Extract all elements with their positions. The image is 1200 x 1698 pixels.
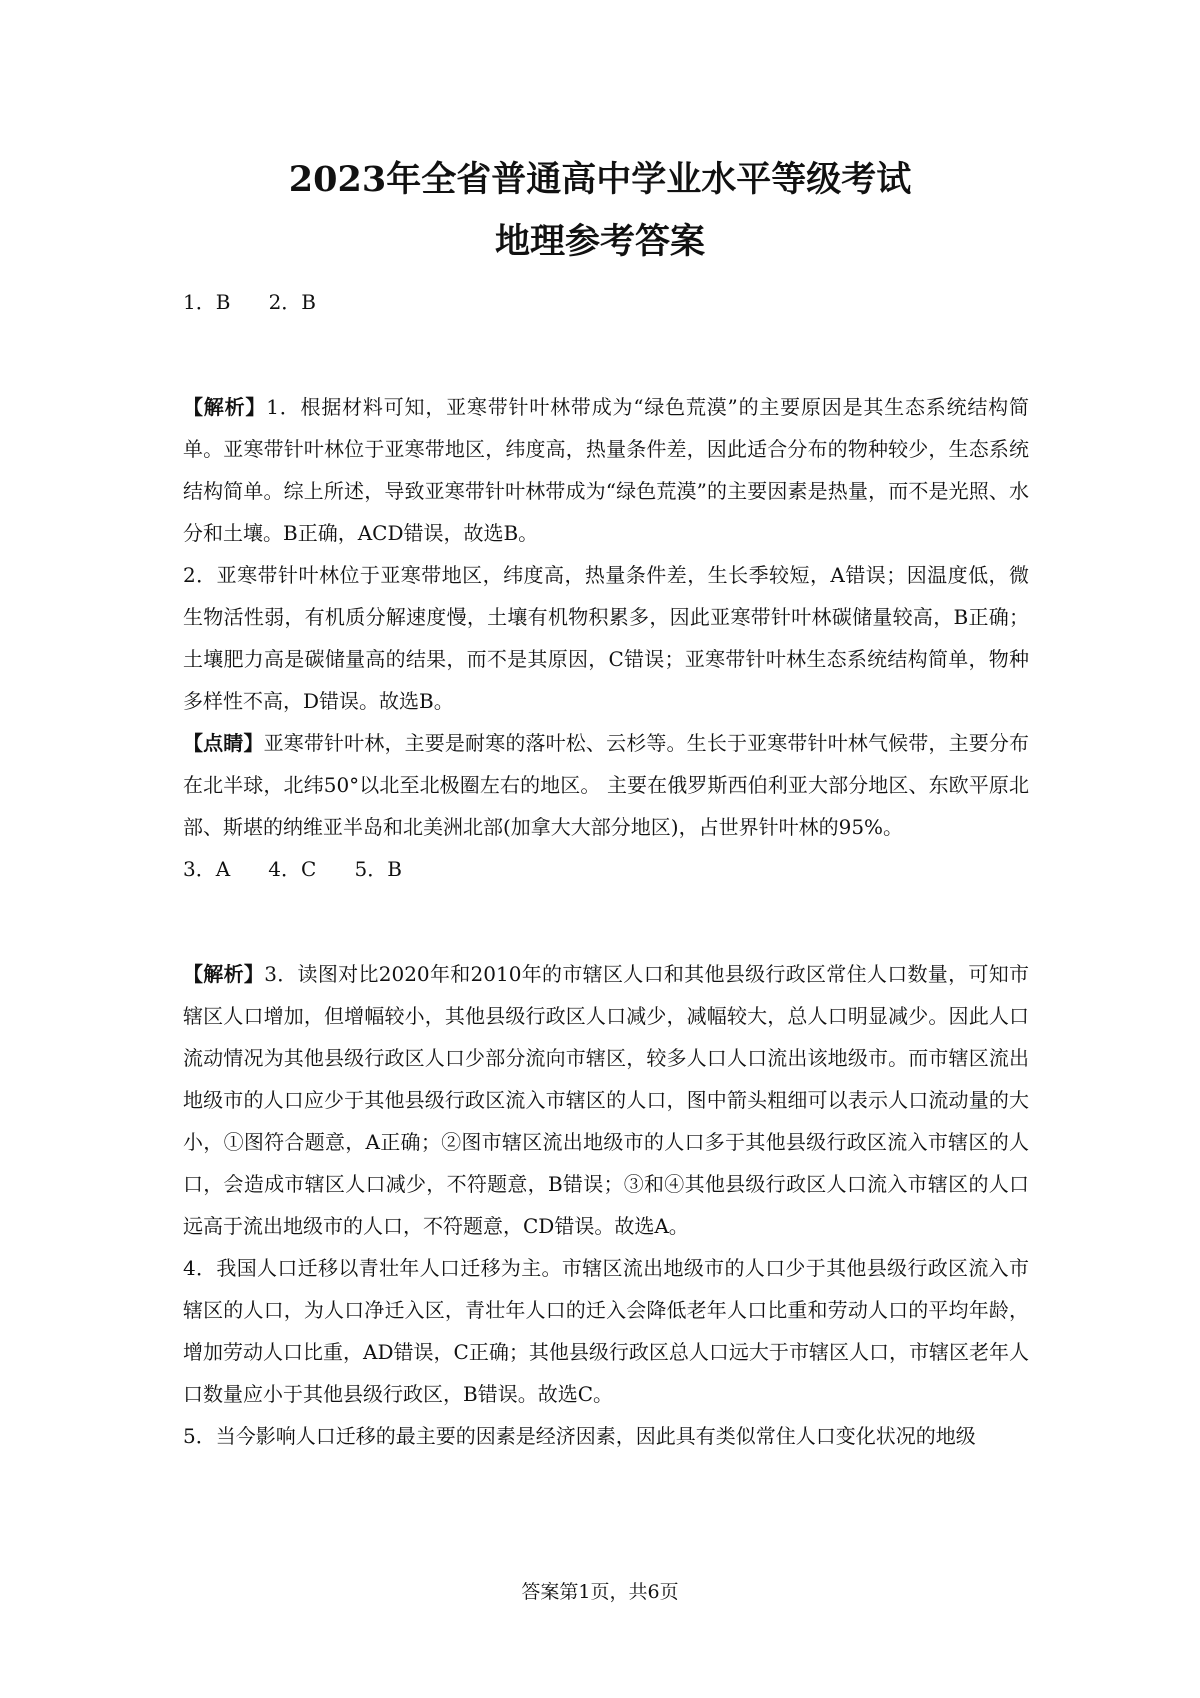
analysis-paragraph-1 bbox=[183, 386, 1029, 554]
highlight-text: 亚寒带针叶林，主要是耐寒的落叶松、云杉等。生长于亚寒带针叶林气候带，主要分布在北半球，北纬50°以北至北极圈左右的地区。 主要在俄罗斯西伯利亚大部分地区、东欧平原北部、斯堪的纳维亚半岛和北美洲北部(加拿大大部分地区)，占世界针叶林的95%。 bbox=[183, 731, 1030, 839]
document-subtitle: 地理参考答案 bbox=[494, 221, 705, 262]
analysis-paragraph-2: 2．亚寒带针叶林位于亚寒带地区，纬度高，热量条件差，生长季较短，A错误；因温度低，微生物活性弱，有机质分解速度慢，土壤有机物积累多，因此亚寒带针叶林碳储量较高，B正确；土壤肥力高是碳储量高的结果，而不是其原因，C错误；亚寒带针叶林生态系统结构简单，物种多样性不高，D错误。故选B。 bbox=[183, 563, 1029, 713]
analysis-paragraph-4: 4．我国人口迁移以青壮年人口迁移为主。市辖区流出地级市的人口少于其他县级行政区流入市辖区的人口，为人口净迁入区，青壮年人口的迁入会降低老年人口比重和劳动人口的平均年龄，增加劳动人口比重，AD错误，C正确；其他县级行政区总人口远大于市辖区人口，市辖区老年人口数量应小于其他县级行政区，B错误。故选C。 bbox=[183, 1256, 1029, 1406]
answer-line-3-5: 3．A 4．C 5．B bbox=[183, 857, 402, 881]
answer-content bbox=[183, 281, 1029, 1457]
page-footer: 答案第1页，共6页 bbox=[521, 1581, 679, 1603]
analysis-text: 3．读图对比2020年和2010年的市辖区人口和其他县级行政区常住人口数量，可知市辖区人口增加，但增幅较小，其他县级行政区人口减少，减幅较大，总人口明显减少。因此人口流动情况为其他县级行政区人口少部分流向市辖区，较多人口人口流出该地级市。而市辖区流出地级市的人口应少于其他县级行政区流入市辖区的人口，图中箭头粗细可以表示人口流动量的大小，①图符合题意，A正确；②图市辖区流出地级市的人口多于其他县级行政区流入市辖区的人口，会造成市辖区人口减少，不符题意，B错误；③和④其他县级行政区人口流入市辖区的人口远高于流出地级市的人口，不符题意，CD错误。故选A。 bbox=[183, 962, 1030, 1238]
analysis-text: 1．根据材料可知，亚寒带针叶林带成为“绿色荒漠”的主要原因是其生态系统结构简单。亚寒带针叶林位于亚寒带地区，纬度高，热量条件差，因此适合分布的物种较少，生态系统结构简单。综上所述，导致亚寒带针叶林带成为“绿色荒漠”的主要因素是热量，而不是光照、水分和土壤。B正确，ACD错误，故选B。 bbox=[183, 395, 1029, 545]
spacer bbox=[183, 323, 1029, 386]
analysis-paragraph-3 bbox=[183, 953, 1029, 1247]
analysis-tag: 【解析】 bbox=[183, 962, 265, 986]
answer-line-1-2: 1．B 2．B bbox=[183, 290, 316, 314]
document-title: 2023年全省普通高中学业水平等级考试 bbox=[288, 159, 912, 200]
highlight-paragraph bbox=[183, 722, 1029, 848]
analysis-tag: 【解析】 bbox=[183, 395, 267, 419]
analysis-paragraph-5: 5．当今影响人口迁移的最主要的因素是经济因素，因此具有类似常住人口变化状况的地级 bbox=[183, 1424, 976, 1448]
highlight-tag: 【点睛】 bbox=[183, 731, 264, 755]
spacer bbox=[183, 890, 1029, 953]
